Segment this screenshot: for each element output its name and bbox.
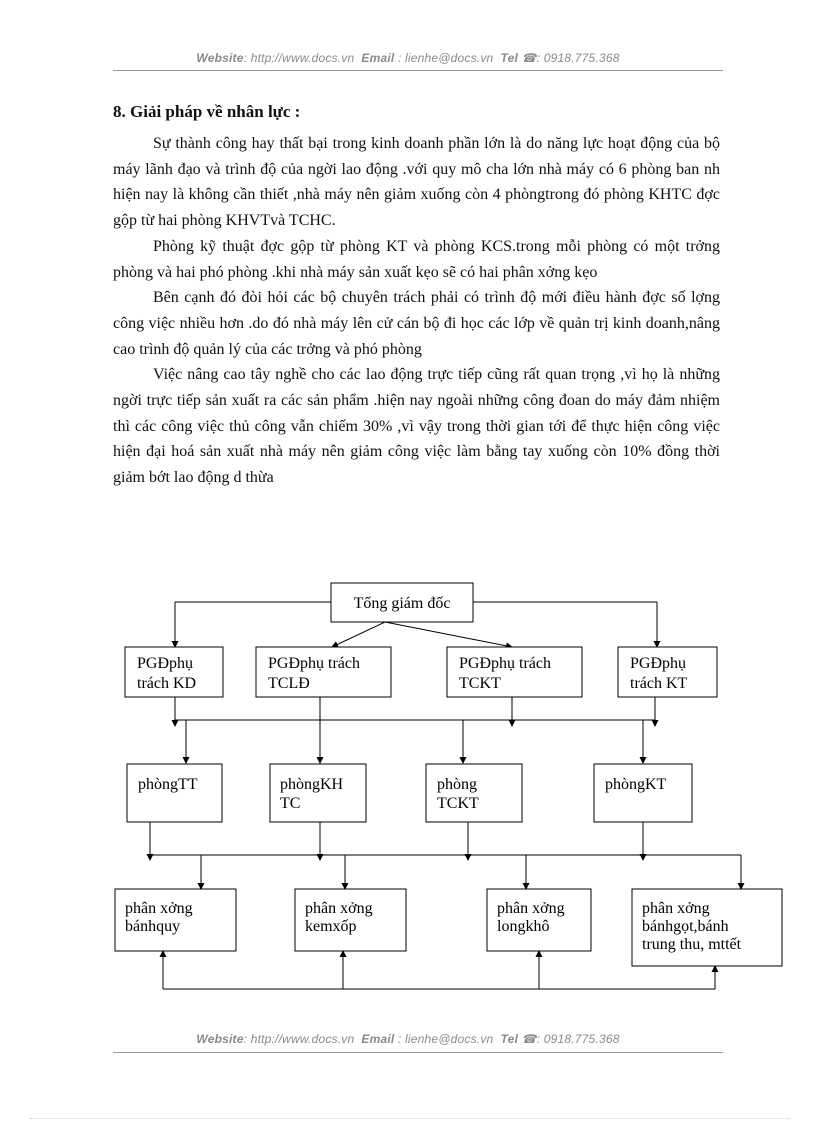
node-deputy-tcld-line1: PGĐphụ trách (268, 655, 360, 672)
paragraph-2: Phòng kỹ thuật đợc gộp từ phòng KT và phòng KCS.trong mỗi phòng có một trởng phòng và hai phó phòng .khi nhà máy sản xuất kẹo sẽ có hai phân xởng kẹo (113, 237, 720, 281)
node-workshop-banhgot-line1: phân xởng (642, 900, 710, 917)
node-dept-tt (127, 764, 222, 822)
node-dept-kt-line1: phòngKT (605, 776, 667, 793)
node-deputy-tcld-line2: TCLĐ (268, 675, 310, 692)
node-deputy-tckt-line2: TCKT (459, 675, 501, 692)
node-deputy-tcld (256, 647, 391, 697)
node-dept-tckt (426, 764, 522, 822)
node-workshop-banhgot-line2: bánhgọt,bánh (642, 918, 729, 935)
node-dept-tckt-line2: TCKT (437, 795, 479, 812)
footer-website-label: Website (196, 1032, 244, 1046)
page-edge-dots (30, 1118, 790, 1119)
header-website-value: : http://www.docs.vn (243, 51, 355, 65)
header-email-value: : lienhe@docs.vn (397, 51, 494, 65)
node-workshop-banhgot-line3: trung thu, mttết (642, 936, 742, 953)
node-dept-khtc (270, 764, 366, 822)
footer-email-label: Email (361, 1032, 395, 1046)
node-deputy-kt-line1: PGĐphụ (630, 655, 687, 672)
node-workshop-kemxop-line1: phân xởng (305, 900, 373, 917)
footer-tel-value: : 0918.775.368 (536, 1032, 620, 1046)
node-workshop-longkho (487, 889, 591, 951)
phone-icon: ☎ (521, 51, 537, 65)
node-dept-khtc-line1: phòngKH (280, 776, 344, 793)
node-workshop-banhquy-line1: phân xởng (125, 900, 193, 917)
footer-rule (113, 1052, 723, 1053)
node-deputy-tckt-line1: PGĐphụ trách (459, 655, 551, 672)
node-workshop-kemxop-line2: kemxốp (305, 918, 357, 935)
footer-website-value: : http://www.docs.vn (243, 1032, 355, 1046)
phone-icon: ☎ (521, 1032, 537, 1046)
section-title: 8. Giải pháp về nhân lực : (113, 102, 301, 121)
node-workshop-banhgot (632, 889, 782, 966)
node-deputy-kt-line2: trách KT (630, 675, 688, 692)
node-dept-khtc-line2: TC (280, 795, 301, 812)
paragraph-4: Việc nâng cao tây nghề cho các lao động trực tiếp cũng rất quan trọng ,vì họ là những ngời trực tiếp sản xuất ra các sản phẩm .hiện nay ngoài những công đoan do máy đảm nhiệm thì các công việc thủ công vẫn chiếm 30% ,vì vậy trong thời gian tới để thực hiện công việc hiện đại hoá sản xuất nhà máy nên giảm công việc làm bằng tay xuống còn 10% đồng thời giảm bớt lao động d thừa (113, 366, 720, 487)
node-dept-kt (594, 764, 692, 822)
node-deputy-kd-line1: PGĐphụ (137, 655, 194, 672)
footer-email-value: : lienhe@docs.vn (397, 1032, 494, 1046)
node-deputy-kd (125, 647, 223, 697)
node-workshop-kemxop (295, 889, 406, 951)
footer-tel-label: Tel (500, 1032, 518, 1046)
header-tel-label: Tel (500, 51, 518, 65)
node-workshop-longkho-line1: phân xởng (497, 900, 565, 917)
header-email-label: Email (361, 51, 395, 65)
node-workshop-longkho-line2: longkhô (497, 918, 550, 935)
node-deputy-kt (618, 647, 717, 697)
node-workshop-banhquy (115, 889, 236, 951)
node-dept-tt-line1: phòngTT (138, 776, 198, 793)
header-tel-value: : 0918.775.368 (536, 51, 620, 65)
node-general-director-label: Tổng giám đốc (353, 595, 451, 612)
node-deputy-tckt (447, 647, 582, 697)
node-dept-tckt-line1: phòng (437, 776, 477, 793)
page-footer (0, 1032, 816, 1046)
paragraph-1: Sự thành công hay thất bại trong kinh doanh phần lớn là do năng lực hoạt động của bộ máy lãnh đạo và trình độ của ngời lao động .với quy mô cha lớn nhà máy có 6 phòng ban nh hiện nay là không cần thiết ,nhà máy nên giảm xuống còn 4 phòngtrong đó phòng KHTC đợc gộp từ hai phòng KHVTvà TCHC. (113, 135, 720, 230)
header-website-label: Website (196, 51, 244, 65)
node-workshop-banhquy-line2: bánhquy (125, 918, 181, 935)
node-general-director (331, 583, 473, 622)
node-deputy-kd-line2: trách KD (137, 675, 197, 692)
paragraph-3: Bên cạnh đó đòi hỏi các bộ chuyên trách phải có trình độ mới điều hành đợc số lợng công việc nhiều hơn .do đó nhà máy lên cử cán bộ đi học các lớp về quản trị kinh doanh,nâng cao trình độ quản lý của các trởng và phó phòng (113, 289, 720, 358)
